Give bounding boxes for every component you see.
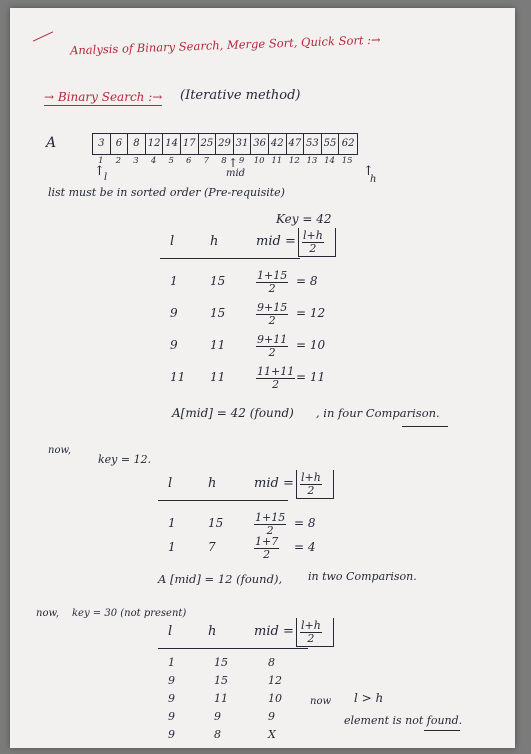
- array-index: 7: [203, 156, 210, 166]
- array-cell: 8: [128, 134, 146, 154]
- array-index: 8: [221, 156, 227, 166]
- found-text-1: A[mid] = 42 (found): [172, 406, 294, 420]
- table-cell-l: 9: [168, 674, 175, 687]
- formula-numerator: l+h: [303, 229, 323, 242]
- table-cell-mid: 8: [268, 656, 275, 669]
- array-cell: 53: [304, 134, 322, 154]
- table-cell-l: 1: [168, 540, 176, 554]
- array-cells: [92, 133, 358, 155]
- fraction-denominator: 2: [272, 378, 280, 391]
- formula-denominator: 2: [307, 484, 315, 497]
- conclusion-now: now: [310, 696, 332, 707]
- col-header-mid: mid =: [254, 624, 294, 639]
- formula-numerator: l+h: [301, 471, 321, 484]
- table-cell-h: 9: [214, 710, 221, 723]
- search1-table: [160, 229, 360, 414]
- table-cell-h: 15: [208, 516, 224, 530]
- conclusion-condition: l > h: [354, 691, 384, 705]
- floor-bracket: [296, 470, 334, 499]
- now-label-2: now,: [48, 445, 72, 456]
- table-cell-mid: 10: [268, 692, 282, 705]
- array-index: 14: [324, 156, 335, 166]
- array-cell: 12: [146, 134, 164, 154]
- fraction-denominator: 2: [268, 282, 276, 295]
- array-cell: 25: [199, 134, 217, 154]
- fraction-numerator: 1+15: [255, 511, 286, 524]
- floor-bracket: [298, 228, 336, 257]
- margin-dash: [33, 31, 53, 41]
- conclusion-text: element is not found.: [344, 714, 463, 727]
- key-label-1: Key = 42: [276, 212, 332, 226]
- table-cell-l: 1: [170, 274, 178, 288]
- col-header-l: l: [170, 234, 175, 249]
- array-cell: 62: [341, 138, 355, 149]
- table-cell-h: 15: [210, 306, 226, 320]
- array-index: 4: [150, 156, 157, 166]
- fraction-numerator: 1+7: [255, 535, 279, 548]
- table-cell-mid: 12: [268, 674, 282, 687]
- table-cell-h: 11: [210, 370, 226, 384]
- array-cell: 14: [163, 134, 181, 154]
- table-cell-h: 8: [214, 728, 221, 741]
- table-cell-l: 9: [170, 306, 178, 320]
- mid-fraction: [256, 334, 288, 359]
- col-header-h: h: [208, 624, 217, 639]
- array-index: 10: [253, 156, 265, 166]
- table-cell-h: 15: [214, 674, 228, 687]
- mid-fraction: [256, 302, 288, 327]
- search3-table: [158, 619, 358, 748]
- array-index: 13: [306, 156, 318, 166]
- mid-result: = 11: [296, 370, 326, 384]
- col-header-h: h: [208, 476, 217, 491]
- table-cell-mid: 9: [268, 710, 275, 723]
- mid-fraction: [256, 270, 288, 295]
- mid-result: = 12: [296, 306, 326, 320]
- array-cell: 17: [181, 134, 199, 154]
- section-heading: → Binary Search :→: [44, 90, 163, 104]
- fraction-denominator: 2: [268, 346, 276, 359]
- table-cell-h: 11: [210, 338, 226, 352]
- comparison-text-2: in two Comparison.: [308, 570, 417, 583]
- table-cell-l: 9: [168, 692, 175, 705]
- array-index: 11: [271, 156, 283, 166]
- array-cell: 55: [322, 134, 340, 154]
- table-cell-l: 9: [170, 338, 178, 352]
- mid-fraction: [254, 512, 286, 537]
- table-cell-l: 9: [168, 728, 175, 741]
- floor-bracket: [296, 618, 334, 647]
- mid-result: = 4: [294, 540, 316, 554]
- fraction-denominator: 2: [266, 524, 274, 537]
- formula-numerator: l+h: [301, 619, 321, 632]
- comparison-text-1: , in four Comparison.: [316, 406, 440, 420]
- found-text-2: A [mid] = 12 (found),: [158, 572, 283, 586]
- fraction-denominator: 2: [263, 548, 271, 561]
- notebook-page: [10, 8, 515, 748]
- mid-result: = 8: [296, 274, 318, 288]
- now-label-3: now,: [36, 608, 60, 619]
- fraction-numerator: 9+15: [257, 301, 288, 314]
- table-cell-l: 11: [170, 370, 186, 384]
- header-underline: [158, 500, 288, 501]
- comparison-underline-1: [402, 426, 448, 427]
- table-cell-l: 1: [168, 516, 176, 530]
- high-marker: h: [370, 174, 377, 185]
- array-index: 2: [115, 156, 122, 166]
- conclusion-underline: [424, 730, 460, 731]
- table-cell-h: 7: [208, 540, 216, 554]
- array-cell: 31: [234, 134, 252, 154]
- table-cell-l: 1: [168, 656, 175, 669]
- array-cell: 42: [269, 134, 287, 154]
- array-cell: 36: [251, 134, 269, 154]
- array-index: 6: [186, 156, 192, 166]
- col-header-mid: mid =: [256, 234, 296, 249]
- low-marker: l: [104, 172, 108, 183]
- key-label-2: key = 12.: [98, 453, 152, 466]
- key-label-3: key = 30 (not present): [72, 608, 187, 619]
- table-cell-mid: X: [268, 728, 276, 741]
- array-cell: 47: [287, 134, 305, 154]
- col-header-l: l: [168, 476, 173, 491]
- prerequisite-note: list must be in sorted order (Pre-requisite): [48, 186, 285, 199]
- array-index: 9: [238, 156, 245, 166]
- high-arrow: ↑: [363, 164, 374, 179]
- table-cell-h: 11: [214, 692, 228, 705]
- search2-table: [158, 471, 358, 566]
- table-cell-h: 15: [214, 656, 228, 669]
- array-index: 3: [133, 156, 139, 166]
- mid-fraction: [254, 536, 279, 561]
- array-indices: [92, 156, 356, 166]
- array-cell: 29: [216, 134, 234, 154]
- table-cell-h: 15: [210, 274, 226, 288]
- array-index: 12: [288, 156, 300, 166]
- formula-denominator: 2: [309, 242, 317, 255]
- array-index: 5: [168, 156, 174, 166]
- page-title: Analysis of Binary Search, Merge Sort, Quick Sort :→: [69, 32, 381, 58]
- mid-marker: mid: [226, 168, 246, 179]
- array-index: 15: [341, 156, 353, 166]
- fraction-denominator: 2: [268, 314, 276, 327]
- fraction-numerator: 9+11: [257, 333, 288, 346]
- formula-denominator: 2: [307, 632, 315, 645]
- array-cell: 3: [93, 134, 111, 154]
- low-arrow: ↑: [94, 164, 105, 179]
- header-underline: [158, 648, 308, 649]
- header-underline: [160, 258, 300, 259]
- mid-fraction: [256, 366, 295, 391]
- fraction-numerator: 1+15: [257, 269, 288, 282]
- mid-arrow: ↑: [228, 156, 239, 170]
- array-cell: 6: [111, 134, 129, 154]
- array-name: A: [46, 135, 57, 151]
- col-header-mid: mid =: [254, 476, 294, 491]
- array-index: 1: [98, 156, 104, 166]
- method-label: (Iterative method): [180, 88, 301, 103]
- table-cell-l: 9: [168, 710, 175, 723]
- mid-result: = 8: [294, 516, 316, 530]
- mid-result: = 10: [296, 338, 326, 352]
- col-header-h: h: [210, 234, 219, 249]
- fraction-numerator: 11+11: [257, 365, 295, 378]
- col-header-l: l: [168, 624, 173, 639]
